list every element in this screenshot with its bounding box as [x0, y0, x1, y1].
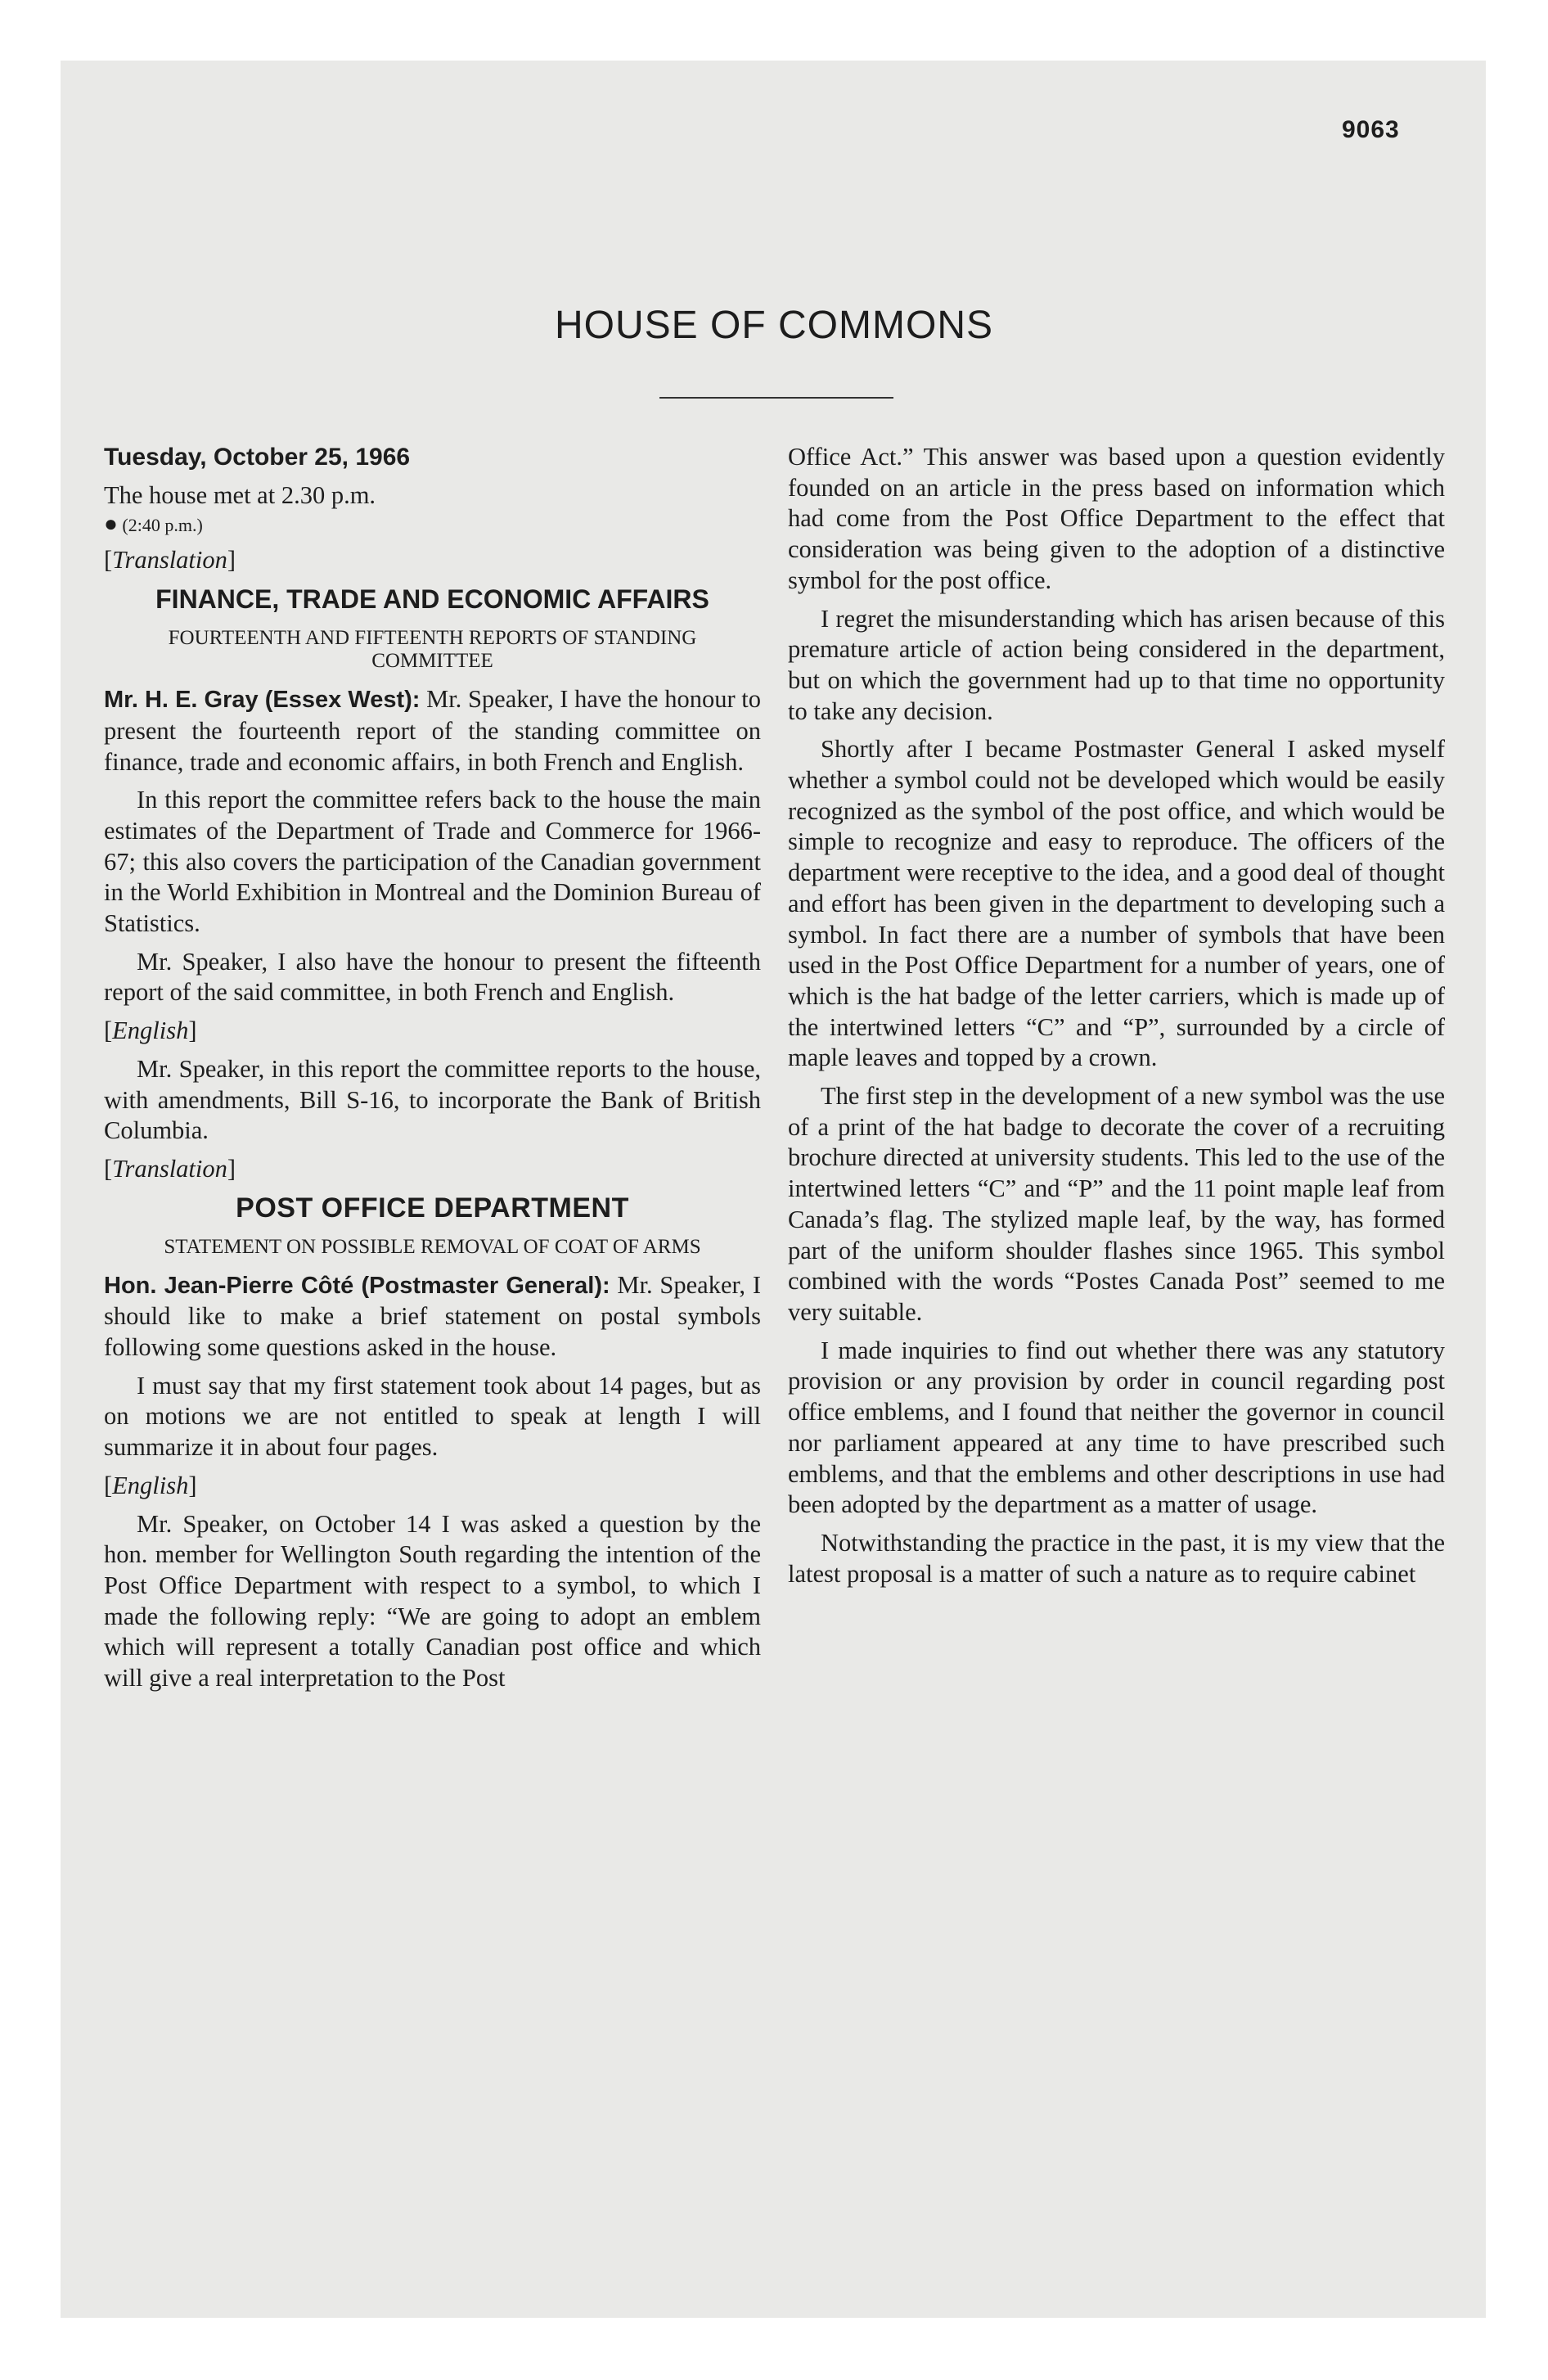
language-tag-text: Translation — [112, 1154, 227, 1183]
time-marker — [104, 512, 761, 538]
paragraph-gray-4: Mr. Speaker, in this report the committee reports to the house, with amendments, Bill S-16, to incorporate the Bank of British Columbia. — [104, 1054, 761, 1145]
left-column — [104, 442, 761, 1702]
language-tag: [English] — [104, 1016, 197, 1045]
paragraph-gray-2: In this report the committee refers back to the house the main estimates of the Department of Trade and Commerce for 1966-67; this also covers the participation of the Canadian government in the World Exhibition in Montreal and the Dominion Bureau of Statistics. — [104, 786, 761, 938]
paragraph-right-1: Office Act.” This answer was based upon a question evidently founded on an article in the press based on information which had come from the Post Office Department to the effect that consideration was being given to the adoption of a distinctive symbol for the post office. — [788, 443, 1445, 594]
language-tag-text: English — [112, 1471, 189, 1499]
paragraph-right-5: I made inquiries to find out whether there was any statutory provision or any provision by order in council regarding post office emblems, and I found that neither the governor in council nor parliament appeared at any time to have prescribed such emblems, and that the emblems and other descriptions in use had been adopted by the department as a matter of usage. — [788, 1336, 1445, 1519]
speaker-name: Mr. H. E. Gray (Essex West): — [104, 687, 421, 714]
paragraph-cote-2: I must say that my first statement took about 14 pages, but as on motions we are not entitled to speak at length I will summarize it in about four pages. — [104, 1371, 761, 1462]
paragraph-cote-3: Mr. Speaker, on October 14 I was asked a question by the hon. member for Wellington South regarding the intention of the Post Office Department with respect to a symbol, to which I made the following reply: “We are going to adopt an emblem which will represent a totally Canadian post office and which will give a real interpretation to the Post — [104, 1509, 761, 1693]
page-number: 9063 — [1342, 116, 1400, 143]
paragraph-gray-3: Mr. Speaker, I also have the honour to present the fifteenth report of the said committee, in both French and English. — [104, 947, 761, 1007]
page-title: HOUSE OF COMMONS — [554, 304, 993, 347]
time-marker-text: (2:40 p.m.) — [122, 515, 203, 536]
language-tag: [English] — [104, 1471, 197, 1499]
language-tag: [Translation] — [104, 546, 236, 575]
paragraph-right-3: Shortly after I became Postmaster General I asked myself whether a symbol could not be developed which would be easily recognized as the symbol of the post office, and which would be simple to recognize and easy to reproduce. The officers of the department were receptive to the idea, and a good deal of thought and effort has been given in the department to developing such a symbol. In fact there are a number of symbols that have been used in the Post Office Department for a number of years, one of which is the hat badge of the letter carriers, which is made up of the intertwined letters “C” and “P”, surrounded by a circle of maple leaves and topped by a crown. — [788, 735, 1445, 1072]
paragraph-right-6: Notwithstanding the practice in the past, it is my view that the latest proposal is a matter of such a nature as to require cabinet — [788, 1528, 1445, 1588]
right-column — [788, 442, 1445, 1597]
paragraph-gray-1 — [104, 684, 761, 778]
speech-text: Mr. Speaker, I have the honour to present the fourteenth report of the standing committee on finance, trade and economic affairs, in both French and English. — [104, 685, 762, 776]
paragraph-house-met: The house met at 2.30 p.m. — [104, 480, 376, 509]
language-tag-text: English — [112, 1016, 189, 1045]
section-heading-post-office: POST OFFICE DEPARTMENT — [236, 1192, 629, 1224]
language-tag-text: Translation — [112, 546, 227, 575]
paragraph-right-4: The first step in the development of a new symbol was the use of a print of the hat badge to decorate the cover of a recruiting brochure directed at university students. This led to the use of the intertwined letters “C” and “P” and the 11 point maple leaf from Canada’s flag. The stylized maple leaf, by the way, has formed part of the uniform shoulder flashes since 1965. This symbol combined with the words “Postes Canada Post” seemed to me very suitable. — [788, 1082, 1445, 1326]
language-tag: [Translation] — [104, 1154, 236, 1183]
section-heading-finance: FINANCE, TRADE AND ECONOMIC AFFAIRS — [155, 584, 709, 615]
speech-text: Mr. Speaker, I should like to make a brief statement on postal symbols following some questions asked in the house. — [104, 1270, 761, 1362]
paragraph-cote-1 — [104, 1270, 761, 1364]
speaker-name: Hon. Jean-Pierre Côté (Postmaster General): — [104, 1272, 610, 1299]
sitting-date: Tuesday, October 25, 1966 — [104, 444, 411, 471]
subheading-statement: STATEMENT ON POSSIBLE REMOVAL OF COAT OF ARMS — [164, 1235, 701, 1258]
paragraph-right-2: I regret the misunderstanding which has arisen because of this premature article of action being considered in the department, but on which the government had up to that time no opportunity to take any decision. — [788, 604, 1445, 725]
title-rule — [659, 397, 893, 399]
bullet-icon: ● — [104, 512, 118, 538]
subheading-reports: FOURTEENTH AND FIFTEENTH REPORTS OF STANDING COMMITTEE — [168, 627, 697, 673]
